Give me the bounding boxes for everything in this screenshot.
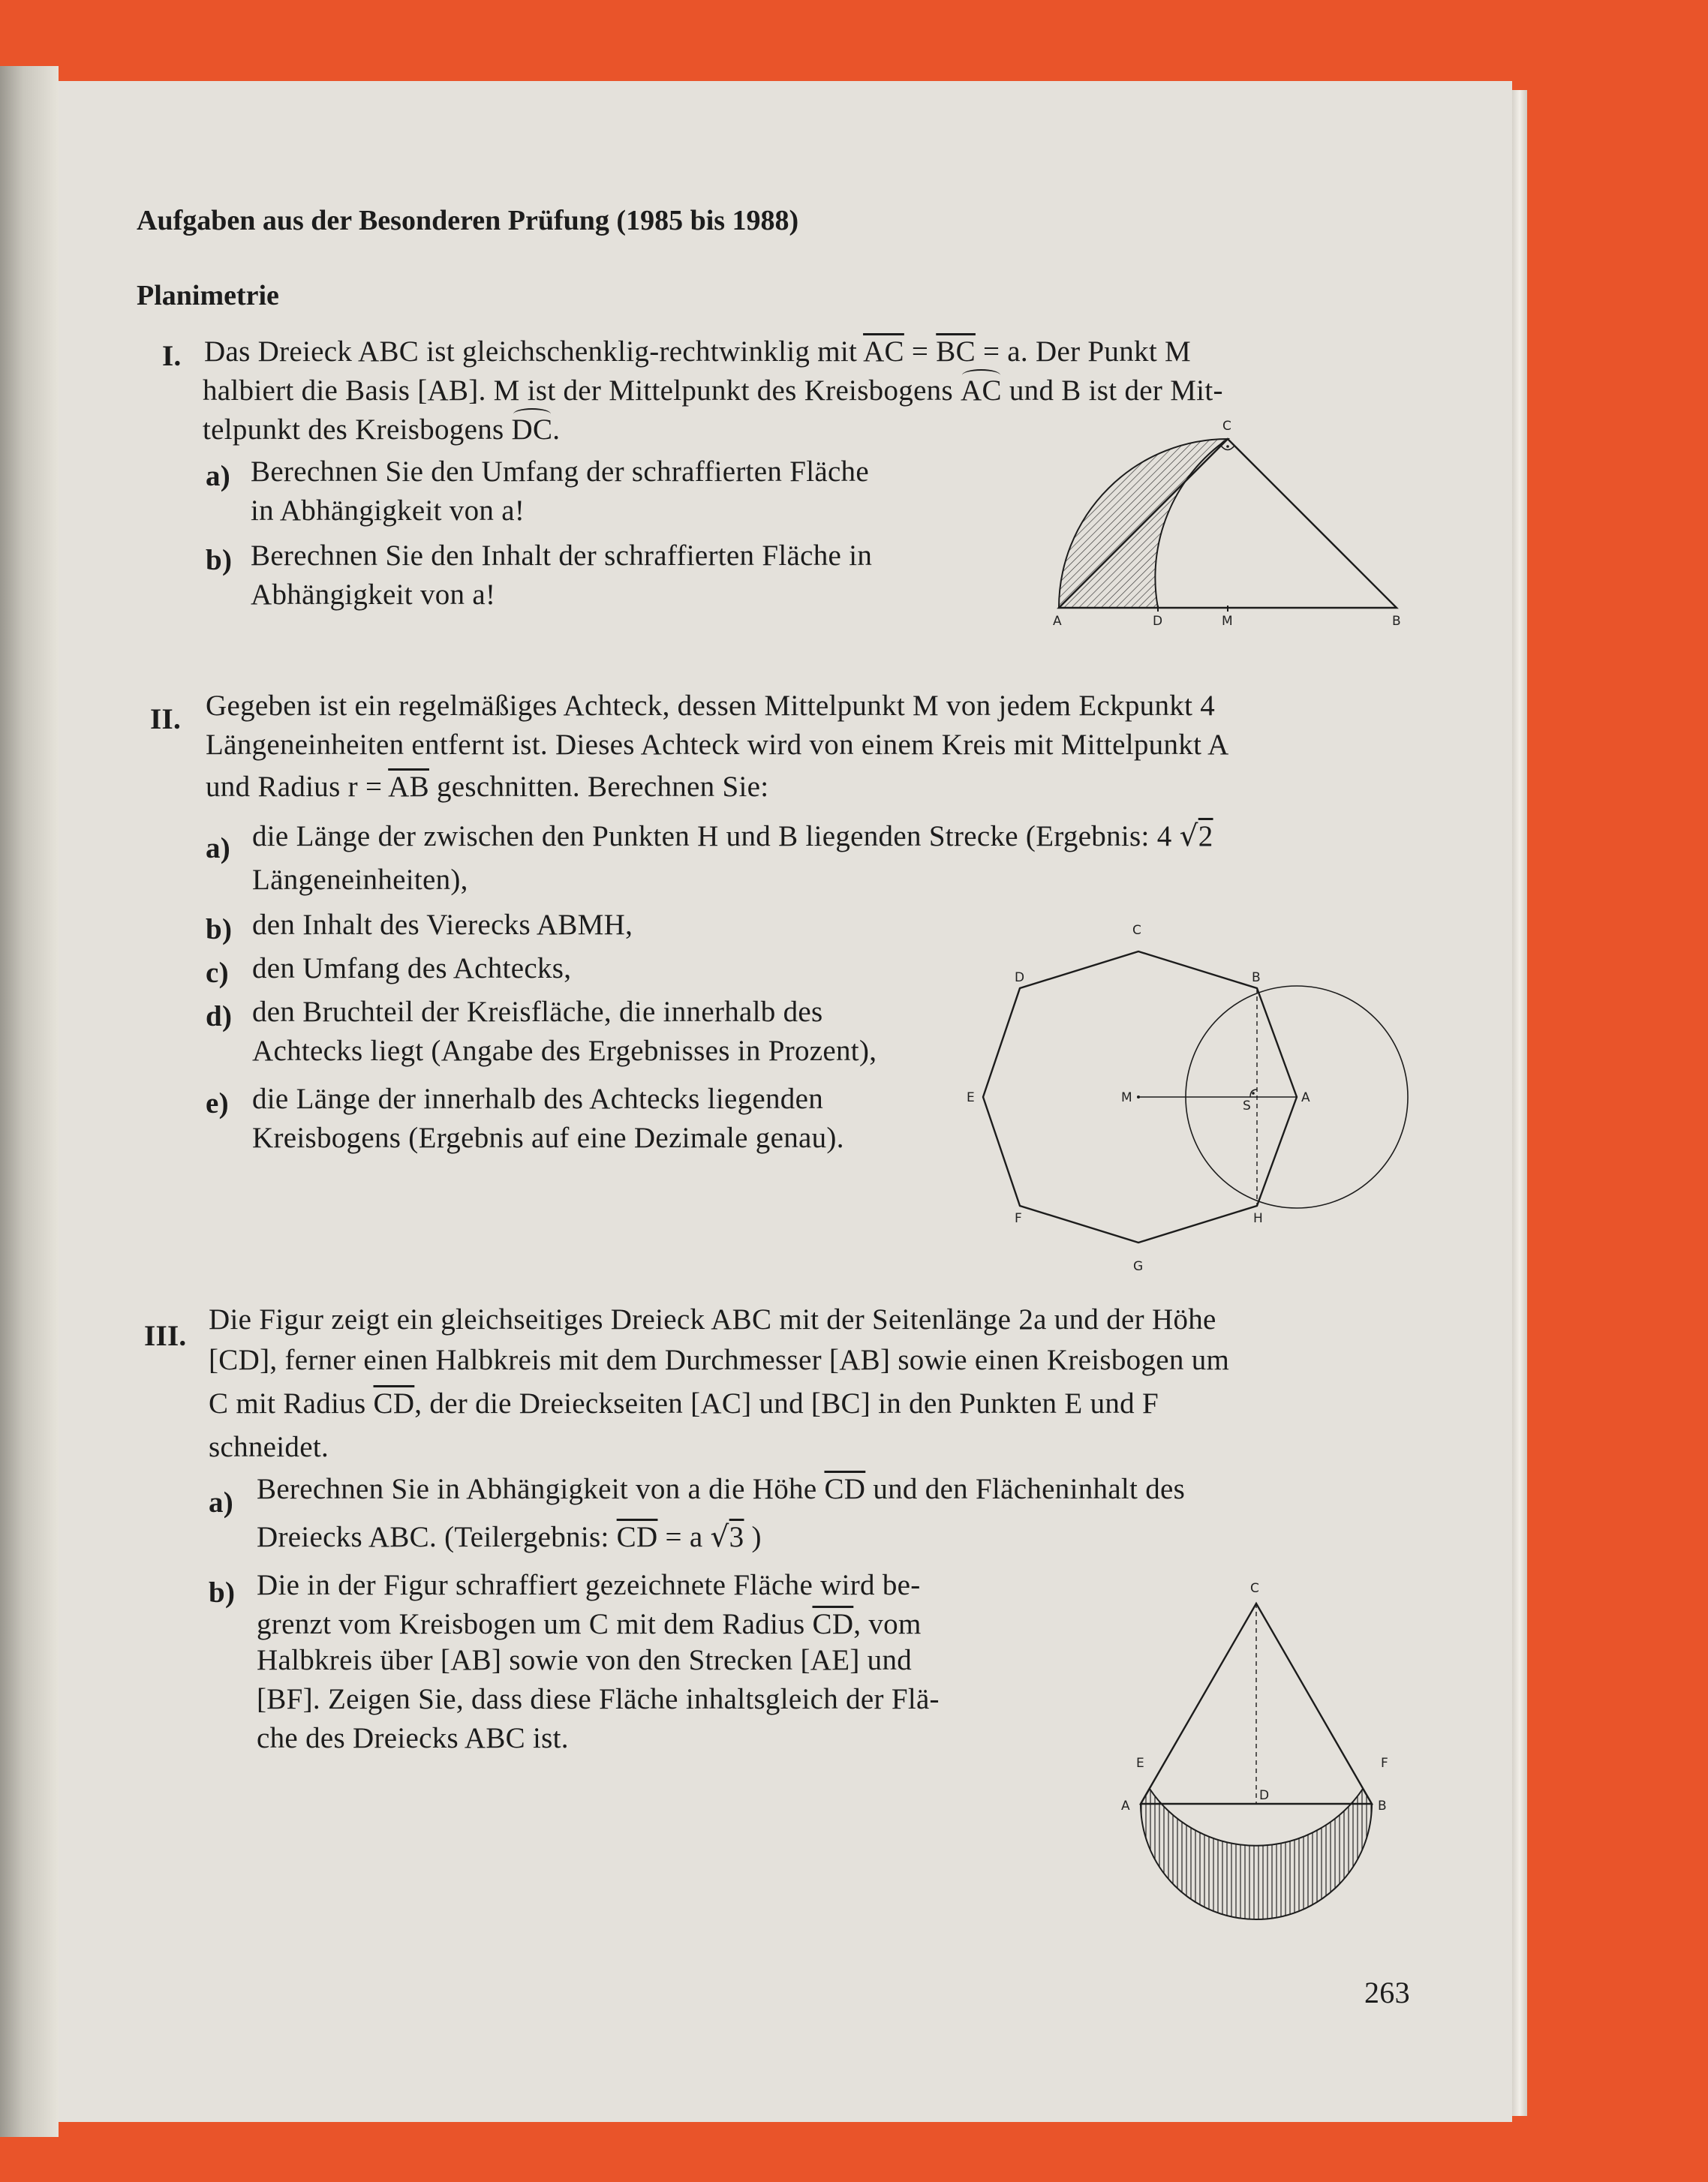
point-label-b: B [1378,1799,1387,1814]
task2-d-line2: Achtecks liegt (Angabe des Ergebnisses in Prozent), [252,1035,877,1067]
point-label-h: H [1253,1211,1263,1226]
task3-b-line4: [BF]. Zeigen Sie, dass diese Fläche inhaltsgleich der Flä- [257,1683,940,1715]
center-point [1137,1096,1140,1099]
page-edge [1512,90,1527,2116]
segment-ac: $\overline{AC}$ [863,335,904,368]
point-label-m: M [1222,614,1233,629]
point-label-a: A [1121,1799,1130,1814]
segment-ab: $\overline{AB}$ [388,771,429,803]
task2-a-line1: die Länge der zwischen den Punkten H und B liegenden Strecke (Ergebnis: 4 √2 [252,819,1213,853]
task2-e-line1: die Länge der innerhalb des Achtecks liegenden [252,1083,824,1115]
task1-line1: Das Dreieck ABC ist gleichschenklig-rechtwinklig mit $\overline{AC} = \overline{BC} = a$. Der Punkt M [204,335,1191,368]
segment-cd: $\overline{CD}$ [824,1473,866,1505]
task2-e-line2: Kreisbogens (Ergebnis auf eine Dezimale genau). [252,1122,844,1154]
task1-a-line2: in Abhängigkeit von a! [251,494,525,527]
task1-b-line1: Berechnen Sie den Inhalt der schraffierten Fläche in [251,539,873,572]
section-heading: Planimetrie [137,280,279,311]
task2-line1: Gegeben ist ein regelmäßiges Achteck, dessen Mittelpunkt M von jedem Eckpunkt 4 [206,690,1216,722]
arc-ac: AC [961,374,1002,407]
task3-line4: schneidet. [209,1431,329,1463]
page-number: 263 [1364,1976,1410,2009]
task3-line2: [CD], ferner einen Halbkreis mit dem Durchmesser [AB] sowie einen Kreisbogen um [209,1344,1230,1376]
book-gutter [0,66,59,2137]
subtask-label: d) [206,1000,233,1032]
task2-a-line2: Längeneinheiten), [252,864,468,896]
page-heading: Aufgaben aus der Besonderen Prüfung (1985 bis 1988) [137,205,799,236]
figure-1 [1047,416,1407,634]
subtask-label: b) [209,1576,236,1609]
task-number: II. [150,703,182,735]
point-label-g: G [1133,1259,1144,1274]
task2-b-line1: den Inhalt des Vierecks ABMH, [252,909,633,941]
sqrt-3: √3 [710,1520,744,1554]
subtask-label: b) [206,913,233,945]
point-label-b: B [1392,614,1401,629]
task1-line2: halbiert die Basis [AB]. M ist der Mittelpunkt des Kreisbogens AC und B ist der Mit- [203,374,1223,407]
task3-b-line2: grenzt vom Kreisbogen um C mit dem Radius $\overline{CD}$, vom [257,1608,922,1640]
subtask-label: b) [206,544,233,576]
segment-cd: $\overline{CD}$ [812,1608,854,1640]
subtask-label: a) [206,460,231,492]
segment-bc: $\overline{BC}$ [936,335,976,368]
point-label-f: F [1381,1756,1388,1771]
task1-a-line1: Berechnen Sie den Umfang der schraffierten Fläche [251,455,869,488]
task2-line3: und Radius $r = \overline{AB}$ geschnitten. Berechnen Sie: [206,771,769,803]
task2-c-line1: den Umfang des Achtecks, [252,952,572,984]
point-label-e: E [967,1090,975,1105]
subtask-label: c) [206,957,229,989]
point-label-c: C [1250,1581,1259,1596]
point-label-a: A [1053,614,1062,629]
point-label-e: E [1136,1756,1144,1771]
segment-cd: $\overline{CD}$ [616,1521,658,1553]
task3-a-line1: Berechnen Sie in Abhängigkeit von a die Höhe $\overline{CD}$ und den Flächeninhalt des [257,1473,1186,1505]
task2-line2: Längeneinheiten entfernt ist. Dieses Achteck wird von einem Kreis mit Mittelpunkt A [206,729,1229,761]
task2-d-line1: den Bruchteil der Kreisfläche, die innerhalb des [252,996,823,1028]
figure-2 [961,919,1426,1279]
point-label-m: M [1121,1090,1132,1105]
point-label-d: D [1153,614,1163,629]
figure-3 [1118,1553,1418,1943]
point-label-f: F [1015,1211,1022,1226]
task1-line3: telpunkt des Kreisbogens DC. [203,413,561,446]
point-label-c: C [1132,923,1141,938]
arc-dc: DC [511,413,553,446]
segment-cd: $\overline{CD}$ [373,1387,415,1420]
right-angle-dot [1226,445,1229,448]
task3-line3: C mit Radius $\overline{CD}$, der die Dreieckseiten [AC] und [BC] in den Punkten E und F [209,1387,1159,1420]
task3-a-line2: Dreiecks ABC. (Teilergebnis: $\overline{CD} = a$ √3 ) [257,1520,762,1554]
task3-b-line1: Die in der Figur schraffiert gezeichnete Fläche wird be- [257,1569,921,1601]
subtask-label: a) [206,832,231,864]
subtask-label: e) [206,1087,229,1120]
task-number: I. [162,340,182,372]
task-number: III. [144,1320,187,1352]
task1-b-line2: Abhängigkeit von a! [251,579,496,611]
task3-b-line5: che des Dreiecks ABC ist. [257,1722,569,1754]
point-label-c: C [1222,419,1231,434]
point-label-d: D [1015,970,1025,985]
hatched-area [1141,1789,1372,1919]
sqrt-2: √2 [1179,819,1213,853]
task3-line1: Die Figur zeigt ein gleichseitiges Dreieck ABC mit der Seitenlänge 2a und der Höhe [209,1303,1216,1336]
point-label-a: A [1301,1090,1310,1105]
point-label-b: B [1252,970,1261,985]
right-angle-dot [1252,1092,1255,1095]
point-label-d: D [1259,1788,1270,1803]
point-label-s: S [1243,1099,1251,1114]
task3-b-line3: Halbkreis über [AB] sowie von den Strecken [AE] und [257,1644,913,1676]
subtask-label: a) [209,1486,234,1519]
